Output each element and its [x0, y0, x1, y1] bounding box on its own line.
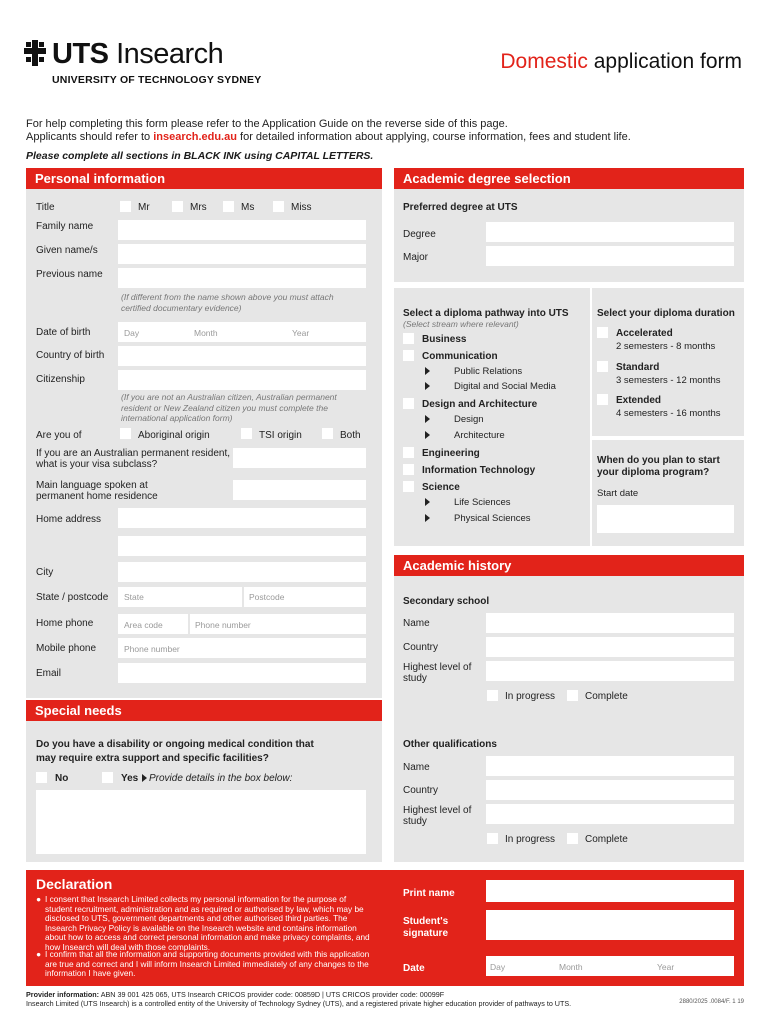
special-details-field[interactable]	[36, 790, 366, 854]
tsi-label: TSI origin	[259, 430, 302, 441]
start-question: When do you plan to start your diploma program?	[597, 455, 720, 478]
architecture-label: Architecture	[454, 430, 505, 441]
standard-checkbox[interactable]	[597, 361, 608, 372]
form-code: 2880/2025 .0084/F. 1 19	[679, 999, 744, 1005]
visa-field[interactable]	[233, 448, 366, 468]
language-label: Main language spoken at permanent home residence	[36, 480, 158, 502]
secondary-complete-checkbox[interactable]	[567, 690, 578, 701]
city-label: City	[36, 567, 54, 578]
declaration-heading: Declaration	[36, 876, 113, 892]
other-in-progress-label: In progress	[505, 834, 556, 845]
home-address-field-1[interactable]	[118, 508, 366, 528]
title-ms-label: Ms	[241, 202, 255, 213]
secondary-complete-label: Complete	[585, 691, 628, 702]
both-label: Both	[340, 430, 361, 441]
date-day-placeholder: Day	[490, 962, 506, 972]
intro-line-2: Applicants should refer to insearch.edu.au for detailed information about applying, course information, fees and student life.	[26, 131, 631, 143]
given-names-field[interactable]	[118, 244, 366, 264]
postcode-placeholder: Postcode	[249, 592, 285, 602]
design-label: Design	[454, 414, 484, 425]
business-label: Business	[422, 334, 467, 345]
uts-shield-logo-icon	[24, 40, 46, 66]
logo-subtitle: UNIVERSITY OF TECHNOLOGY SYDNEY	[52, 74, 262, 86]
secondary-country-label: Country	[403, 642, 439, 653]
it-checkbox[interactable]	[403, 464, 414, 475]
other-country-field[interactable]	[486, 780, 734, 800]
dob-year-placeholder: Year	[292, 328, 310, 338]
it-label: Information Technology	[422, 465, 536, 476]
insearch-link[interactable]: insearch.edu.au	[153, 131, 237, 143]
both-checkbox[interactable]	[322, 428, 333, 439]
secondary-name-field[interactable]	[486, 613, 734, 633]
dob-month-placeholder: Month	[194, 328, 218, 338]
tsi-checkbox[interactable]	[241, 428, 252, 439]
design-arch-label: Design and Architecture	[422, 399, 538, 410]
special-no-checkbox[interactable]	[36, 772, 47, 783]
extended-detail: 4 semesters - 16 months	[616, 408, 721, 419]
citizenship-note: (If you are not an Australian citizen, Australian permanent resident or New Zealand citizen you must complete the international application form)	[121, 392, 337, 423]
dob-day-placeholder: Day	[124, 328, 140, 338]
print-name-label: Print name	[403, 888, 455, 899]
dob-field[interactable]	[118, 322, 366, 342]
home-phone-label: Home phone	[36, 618, 94, 629]
communication-checkbox[interactable]	[403, 350, 414, 361]
home-address-label: Home address	[36, 514, 102, 525]
provider-statement: Insearch Limited (UTS Insearch) is a controlled entity of the University of Technology Sydney (UTS), and a registered private higher education provider of pathways to UTS.	[26, 999, 572, 1008]
other-name-label: Name	[403, 762, 430, 773]
design-arch-checkbox[interactable]	[403, 398, 414, 409]
special-yes-note: Provide details in the box below:	[149, 773, 293, 784]
title-miss-label: Miss	[291, 202, 312, 213]
other-name-field[interactable]	[486, 756, 734, 776]
science-checkbox[interactable]	[403, 481, 414, 492]
accelerated-label: Accelerated	[616, 328, 673, 339]
standard-label: Standard	[616, 362, 660, 373]
other-complete-checkbox[interactable]	[567, 833, 578, 844]
title-miss-checkbox[interactable]	[273, 201, 284, 212]
signature-field[interactable]	[486, 910, 734, 940]
title-mrs-label: Mrs	[190, 202, 207, 213]
special-yes-checkbox[interactable]	[102, 772, 113, 783]
country-birth-label: Country of birth	[36, 350, 105, 361]
aboriginal-label: Aboriginal origin	[138, 430, 210, 441]
page-title: Domestic application form	[500, 50, 742, 73]
city-field[interactable]	[118, 562, 366, 582]
extended-label: Extended	[616, 395, 662, 406]
title-mrs-checkbox[interactable]	[172, 201, 183, 212]
major-field[interactable]	[486, 246, 734, 266]
special-needs-heading: Special needs	[26, 700, 382, 721]
home-phone-placeholder: Phone number	[195, 620, 251, 630]
major-label: Major	[403, 252, 429, 263]
special-yes-label: Yes	[121, 773, 139, 784]
date-year-placeholder: Year	[657, 962, 675, 972]
secondary-country-field[interactable]	[486, 637, 734, 657]
other-complete-label: Complete	[585, 834, 628, 845]
citizenship-field[interactable]	[118, 370, 366, 390]
previous-name-field[interactable]	[118, 268, 366, 288]
date-label: Date	[403, 963, 425, 974]
secondary-name-label: Name	[403, 618, 430, 629]
title-ms-checkbox[interactable]	[223, 201, 234, 212]
secondary-in-progress-label: In progress	[505, 691, 556, 702]
visa-label: If you are an Australian permanent resident, what is your visa subclass?	[36, 448, 231, 470]
are-you-label: Are you of	[36, 430, 82, 441]
digital-social-label: Digital and Social Media	[454, 381, 556, 392]
secondary-highest-label: Highest level of study	[403, 662, 472, 684]
start-date-field[interactable]	[597, 505, 734, 533]
accelerated-detail: 2 semesters - 8 months	[616, 341, 716, 352]
standard-detail: 3 semesters - 12 months	[616, 375, 721, 386]
email-label: Email	[36, 668, 62, 679]
start-date-label: Start date	[597, 488, 639, 499]
physical-sciences-label: Physical Sciences	[454, 513, 531, 524]
state-postcode-label: State / postcode	[36, 592, 109, 603]
declaration-confirm: I confirm that all the information and supporting documents provided with this application are true and correct and I will inform Insearch Limited immediately of any changes to the information I have given.	[45, 949, 370, 979]
public-relations-arrow-icon[interactable]	[425, 367, 430, 375]
science-label: Science	[422, 482, 460, 493]
life-sciences-label: Life Sciences	[454, 497, 511, 508]
date-field[interactable]	[486, 956, 734, 976]
aboriginal-checkbox[interactable]	[120, 428, 131, 439]
print-name-field[interactable]	[486, 880, 734, 902]
other-highest-label: Highest level of study	[403, 805, 472, 827]
previous-name-note: (If different from the name shown above you must attach certified documentary evidence)	[121, 292, 334, 313]
engineering-checkbox[interactable]	[403, 447, 414, 458]
declaration-consent: I consent that Insearch Limited collects my personal information for the purpose of student recruitment, administration and as required or authorised by law, which may be disclosed to UTS, government departments and other authorised third parties. The Insearch Privacy Policy is available on the Insearch website and contains information about how to access and correct personal information and make privacy complaints, and how Insearch will deal with those complaints.	[45, 894, 370, 952]
design-arrow-icon[interactable]	[425, 415, 430, 423]
communication-label: Communication	[422, 351, 498, 362]
secondary-in-progress-checkbox[interactable]	[487, 690, 498, 701]
engineering-label: Engineering	[422, 448, 480, 459]
history-heading: Academic history	[394, 555, 744, 576]
secondary-school-label: Secondary school	[403, 596, 490, 607]
personal-info-heading: Personal information	[26, 168, 382, 189]
other-highest-field[interactable]	[486, 804, 734, 824]
instruction-text: Please complete all sections in BLACK INK using CAPITAL LETTERS.	[26, 150, 374, 162]
business-checkbox[interactable]	[403, 333, 414, 344]
dob-label: Date of birth	[36, 327, 91, 338]
bullet-dot-icon: ●	[36, 949, 42, 959]
pathway-title: Select a diploma pathway into UTS	[403, 308, 569, 319]
mobile-label: Mobile phone	[36, 643, 97, 654]
degree-field[interactable]	[486, 222, 734, 242]
country-birth-field[interactable]	[118, 346, 366, 366]
email-field[interactable]	[118, 663, 366, 683]
digital-social-arrow-icon[interactable]	[425, 382, 430, 390]
given-names-label: Given name/s	[36, 245, 98, 256]
bullet-dot-icon: ●	[36, 894, 42, 904]
state-placeholder: State	[124, 592, 144, 602]
mobile-placeholder: Phone number	[124, 644, 180, 654]
previous-name-label: Previous name	[36, 269, 103, 280]
preferred-degree-label: Preferred degree at UTS	[403, 202, 518, 213]
degree-heading: Academic degree selection	[394, 168, 744, 189]
special-no-label: No	[55, 773, 69, 784]
provider-info: Provider information: ABN 39 001 425 065, UTS Insearch CRICOS provider code: 00859D | UTS CRICOS provider code: 00099F	[26, 990, 445, 999]
accelerated-checkbox[interactable]	[597, 327, 608, 338]
title-mr-label: Mr	[138, 202, 150, 213]
logo-wordmark: UTS Insearch	[52, 38, 224, 70]
pathway-note: (Select stream where relevant)	[403, 319, 519, 329]
title-label: Title	[36, 202, 55, 213]
title-mr-checkbox[interactable]	[120, 201, 131, 212]
family-name-label: Family name	[36, 221, 94, 232]
other-in-progress-checkbox[interactable]	[487, 833, 498, 844]
extended-checkbox[interactable]	[597, 394, 608, 405]
architecture-arrow-icon[interactable]	[425, 431, 430, 439]
date-month-placeholder: Month	[559, 962, 583, 972]
public-relations-label: Public Relations	[454, 366, 523, 377]
area-code-placeholder: Area code	[124, 620, 163, 630]
home-address-field-2[interactable]	[118, 536, 366, 556]
intro-line-1: For help completing this form please refer to the Application Guide on the reverse side of this page.	[26, 118, 508, 130]
degree-label: Degree	[403, 229, 436, 240]
arrow-right-icon	[142, 774, 147, 782]
language-field[interactable]	[233, 480, 366, 500]
secondary-highest-field[interactable]	[486, 661, 734, 681]
other-country-label: Country	[403, 785, 439, 796]
signature-label: Student's signature	[403, 916, 449, 939]
life-sciences-arrow-icon[interactable]	[425, 498, 430, 506]
family-name-field[interactable]	[118, 220, 366, 240]
special-needs-question: Do you have a disability or ongoing medical condition that may require extra support and specific facilities?	[36, 739, 314, 764]
physical-sciences-arrow-icon[interactable]	[425, 514, 430, 522]
other-qualifications-label: Other qualifications	[403, 739, 497, 750]
duration-title: Select your diploma duration	[597, 308, 735, 319]
citizenship-label: Citizenship	[36, 374, 85, 385]
